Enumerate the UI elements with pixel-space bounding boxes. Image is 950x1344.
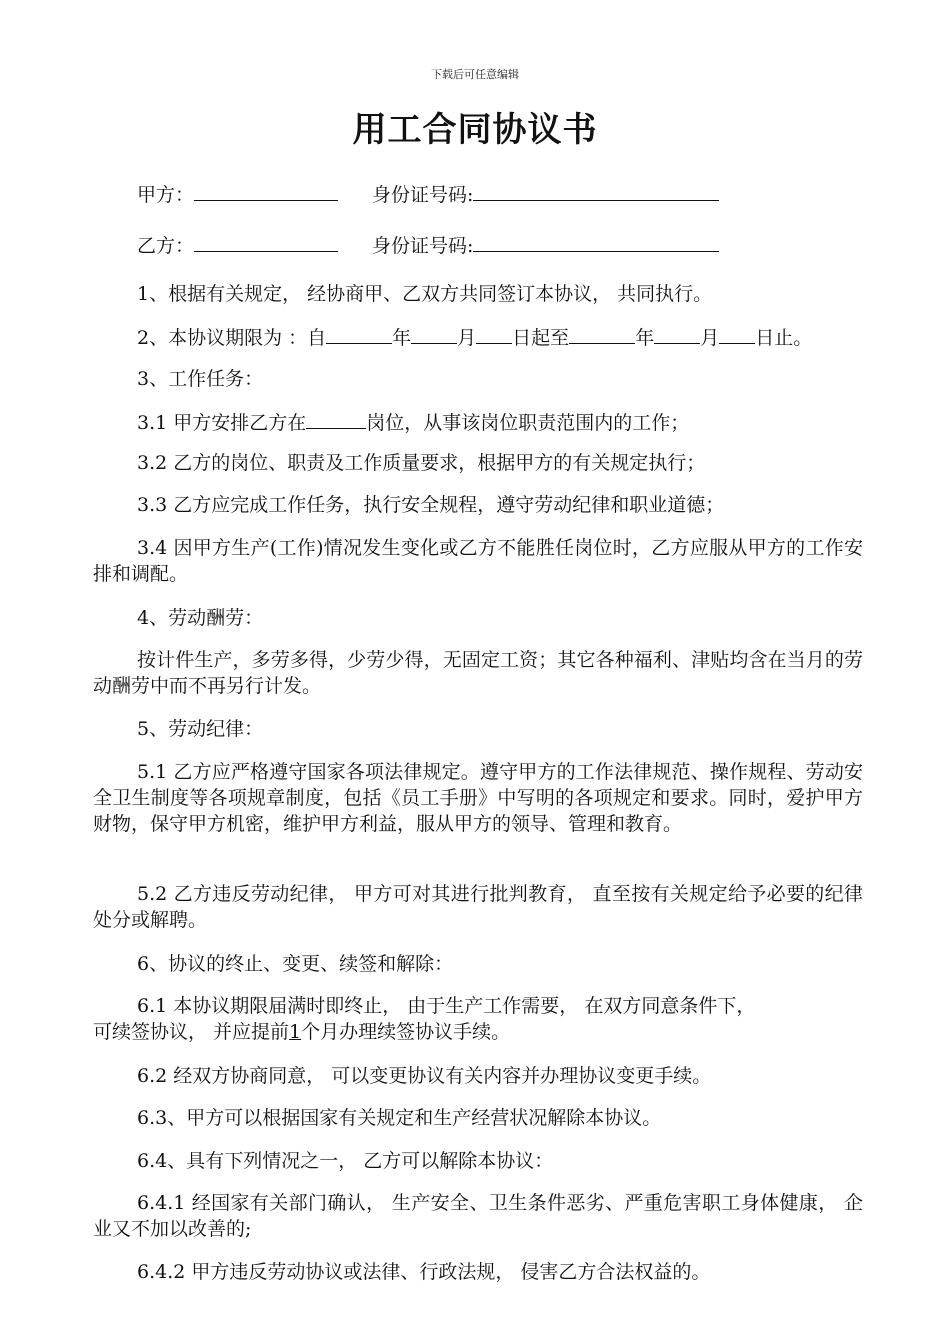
clause-2-year2: 年 bbox=[635, 327, 655, 349]
clause-2-day1: 日起至 bbox=[512, 327, 570, 349]
clause-2-month1: 月 bbox=[457, 327, 477, 349]
position-blank[interactable] bbox=[306, 408, 366, 429]
party-b-row bbox=[137, 231, 719, 261]
clause-4-body: 按计件生产，多劳多得，少劳少得，无固定工资；其它各种福利、津贴均含在当月的劳动酬劳中而不再另行计发。 bbox=[93, 649, 863, 697]
clause-2-year1: 年 bbox=[392, 327, 412, 349]
party-b-label: 乙方： bbox=[137, 235, 195, 257]
party-a-id-label: 身份证号码: bbox=[372, 184, 474, 206]
party-a-label: 甲方： bbox=[137, 184, 195, 206]
clause-3-1-suffix: 岗位，从事该岗位职责范围内的工作； bbox=[366, 412, 690, 434]
clause-4-heading: 4、劳动酬劳： bbox=[137, 607, 264, 629]
clause-5-1: 5.1 乙方应严格遵守国家各项法律规定。遵守甲方的工作法律规范、操作规程、劳动安全卫生制度等各项规章制度，包括《员工手册》中写明的各项规定和要求。同时，爱护甲方财物，保守甲方机密，维护甲方利益，服从甲方的领导、管理和教育。 bbox=[93, 761, 863, 835]
clause-6-4: 6.4、具有下列情况之一， 乙方可以解除本协议： bbox=[137, 1150, 554, 1172]
clause-3-2: 3.2 乙方的岗位、职责及工作质量要求，根据甲方的有关规定执行； bbox=[137, 452, 706, 474]
clause-6-1-line2-prefix: 可续签协议， 并应提前 bbox=[93, 1021, 290, 1043]
clause-5-heading: 5、劳动纪律： bbox=[137, 718, 264, 740]
clause-2-day2: 日止。 bbox=[755, 327, 813, 349]
clause-6-4-1: 6.4.1 经国家有关部门确认， 生产安全、卫生条件恶劣、严重危害职工身体健康， 企业又不加以改善的; bbox=[93, 1192, 863, 1240]
clause-2-prefix: 2、本协议期限为 ：自 bbox=[137, 327, 327, 349]
clause-3-4: 3.4 因甲方生产(工作)情况发生变化或乙方不能胜任岗位时，乙方应服从甲方的工作安排和调配。 bbox=[93, 537, 863, 585]
start-year-blank[interactable] bbox=[326, 323, 392, 344]
party-b-id-label: 身份证号码: bbox=[372, 235, 474, 257]
start-month-blank[interactable] bbox=[411, 323, 457, 344]
renewal-months-value: 1 bbox=[289, 1021, 302, 1043]
clause-3-1 bbox=[137, 408, 689, 436]
start-day-blank[interactable] bbox=[476, 323, 512, 344]
clause-6-1-line1: 6.1 本协议期限届满时即终止， 由于生产工作需要， 在双方同意条件下， bbox=[137, 995, 756, 1017]
clause-2 bbox=[137, 323, 812, 351]
party-b-name-blank[interactable] bbox=[194, 233, 338, 252]
end-year-blank[interactable] bbox=[569, 323, 635, 344]
clause-6-3: 6.3、甲方可以根据国家有关规定和生产经营状况解除本协议。 bbox=[137, 1107, 662, 1129]
clause-3-1-prefix: 3.1 甲方安排乙方在 bbox=[137, 412, 307, 434]
clause-2-month2: 月 bbox=[700, 327, 720, 349]
end-month-blank[interactable] bbox=[654, 323, 700, 344]
header-note: 下载后可任意编辑 bbox=[431, 68, 519, 81]
clause-3-3: 3.3 乙方应完成工作任务，执行安全规程，遵守劳动纪律和职业道德； bbox=[137, 494, 725, 516]
clause-6-1-line2 bbox=[93, 1019, 510, 1045]
clause-1: 1、根据有关规定， 经协商甲、乙双方共同签订本协议， 共同执行。 bbox=[137, 283, 713, 305]
clause-6-2: 6.2 经双方协商同意， 可以变更协议有关内容并办理协议变更手续。 bbox=[137, 1065, 712, 1087]
end-day-blank[interactable] bbox=[719, 323, 755, 344]
clause-6-4-2: 6.4.2 甲方违反劳动协议或法律、行政法规， 侵害乙方合法权益的。 bbox=[137, 1261, 711, 1283]
party-a-id-blank[interactable] bbox=[473, 182, 719, 201]
party-a-name-blank[interactable] bbox=[194, 182, 338, 201]
party-b-id-blank[interactable] bbox=[473, 233, 719, 252]
clause-5-2: 5.2 乙方违反劳动纪律， 甲方可对其进行批判教育， 直至按有关规定给予必要的纪律处分或解聘。 bbox=[93, 883, 863, 931]
clause-3-heading: 3、工作任务： bbox=[137, 368, 264, 390]
clause-6-heading: 6、协议的终止、变更、续签和解除： bbox=[137, 953, 454, 975]
clause-6-1-line2-suffix: 个月办理续签协议手续。 bbox=[301, 1021, 511, 1043]
document-title: 用工合同协议书 bbox=[352, 110, 598, 150]
party-a-row bbox=[137, 180, 719, 210]
